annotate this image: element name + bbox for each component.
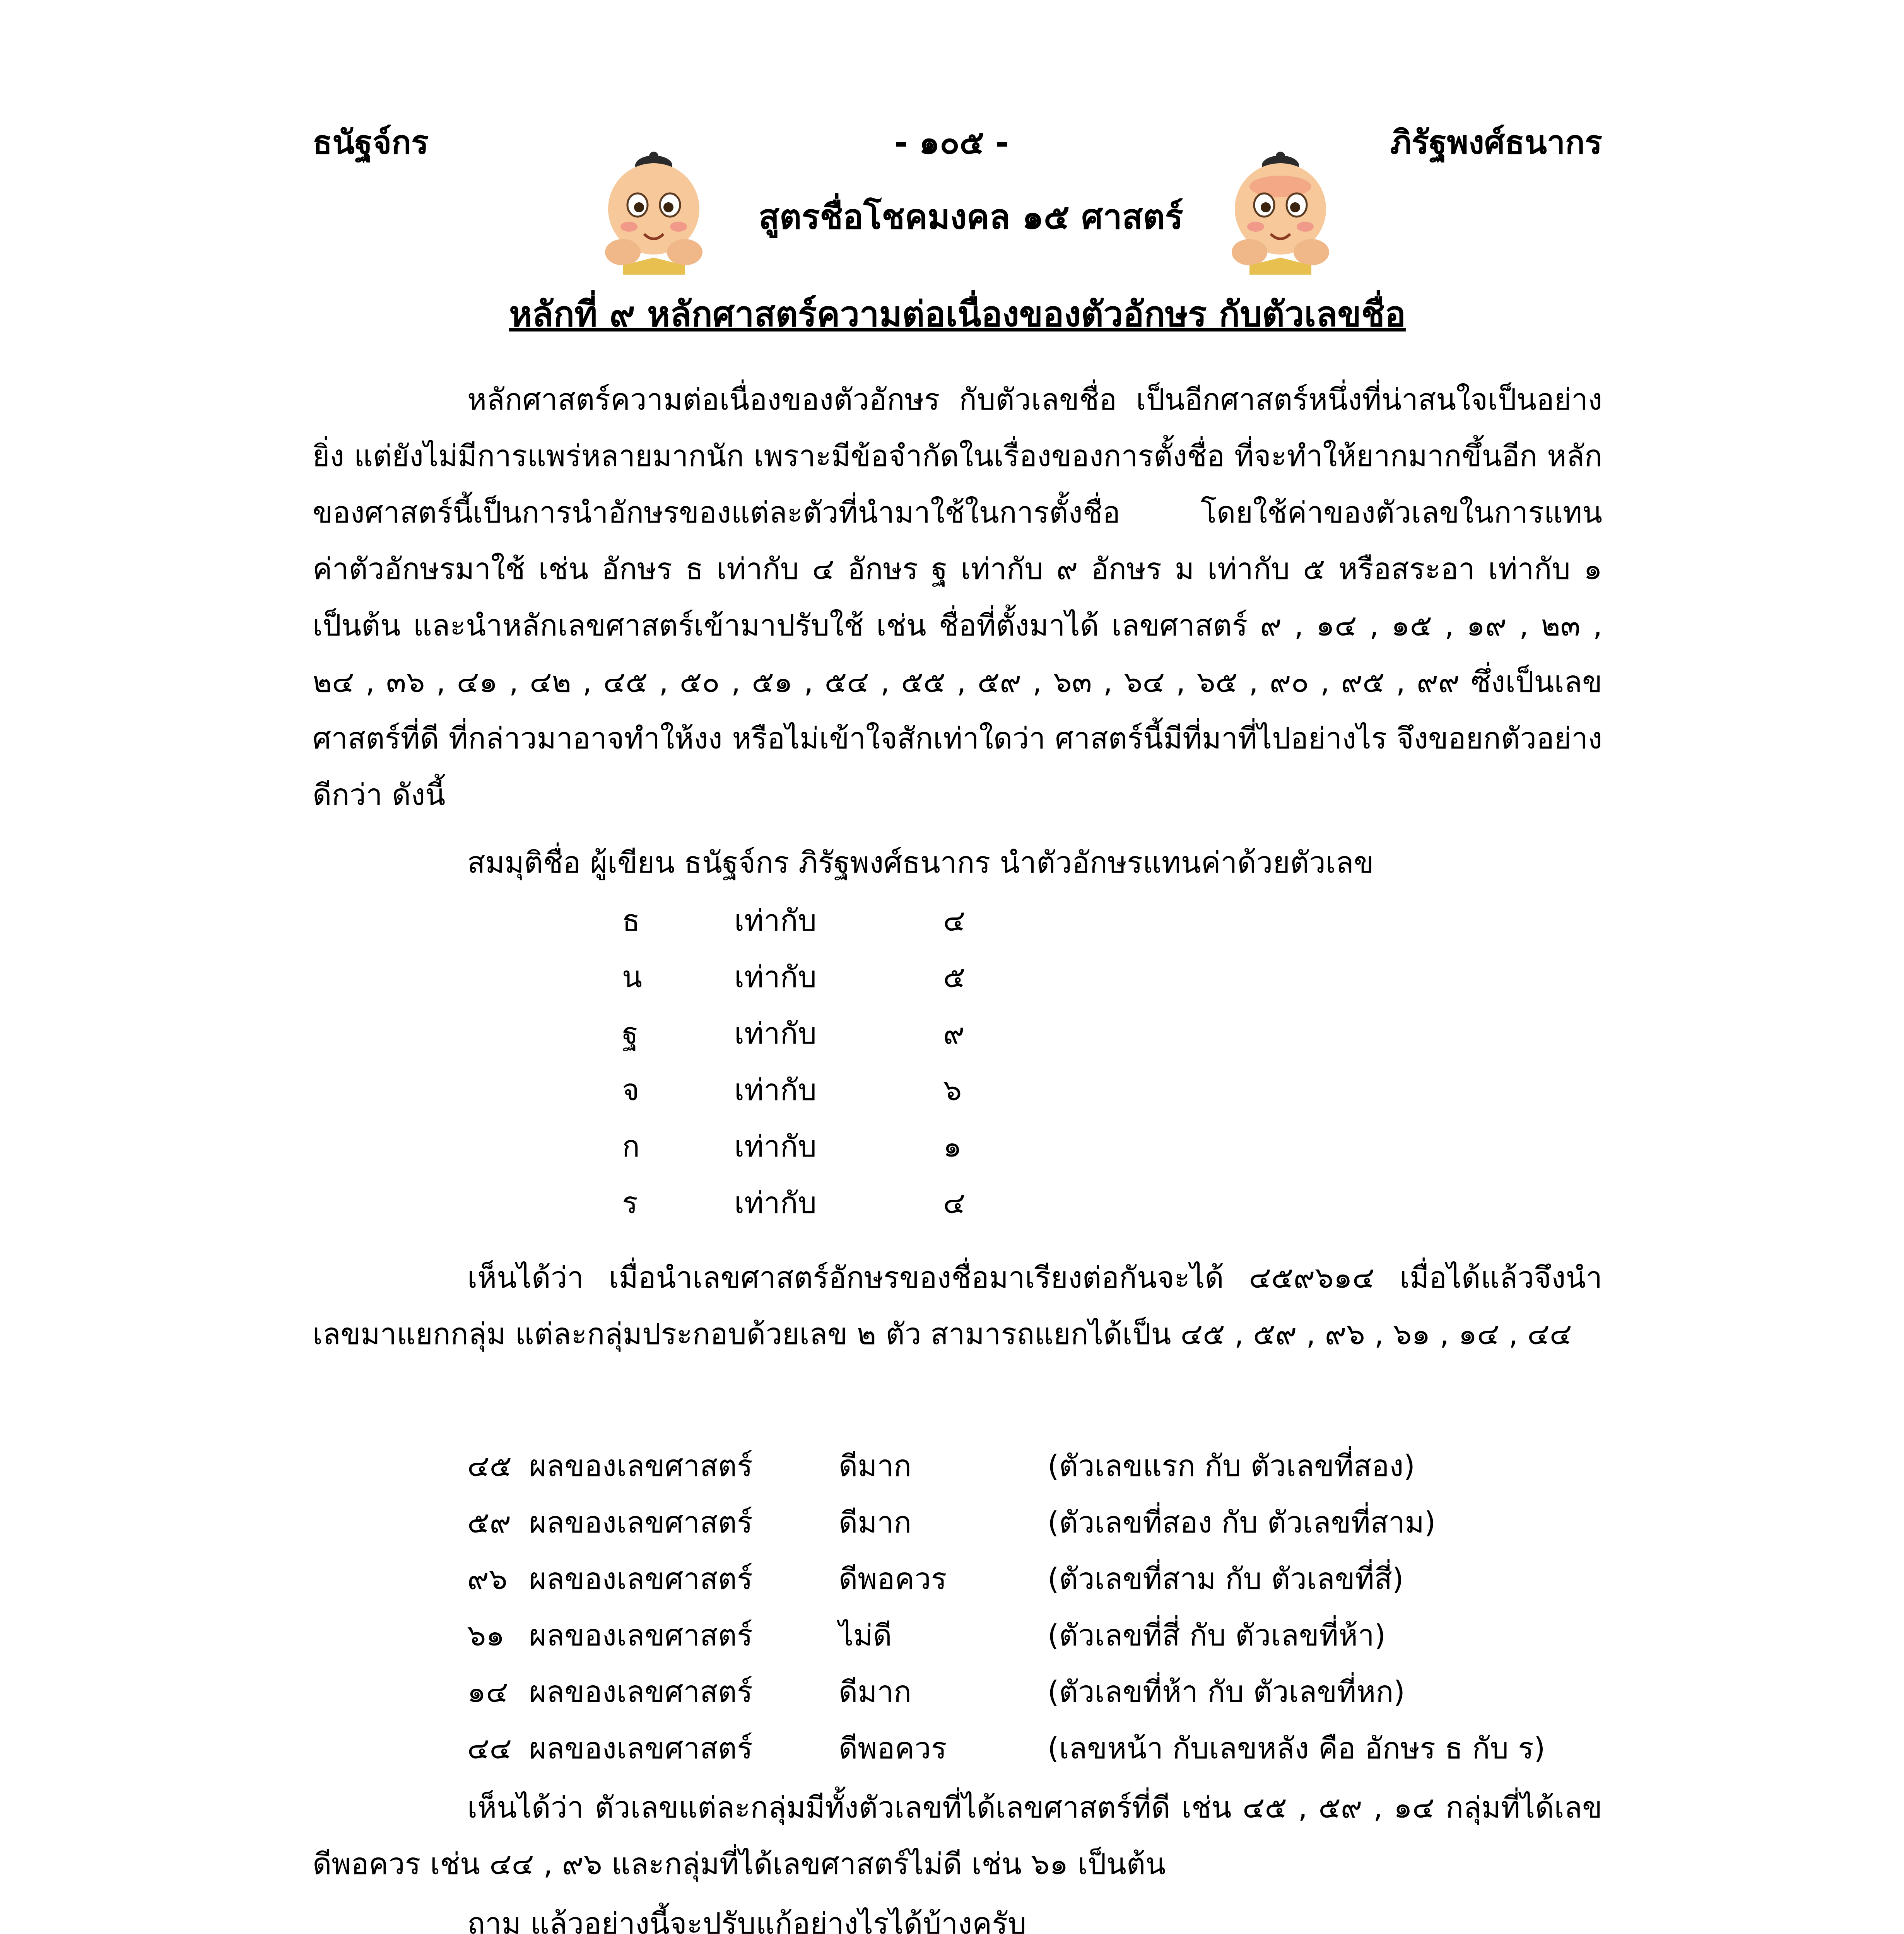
result-number: ๔๔ (467, 1731, 512, 1765)
result-grade: ดีมาก (839, 1449, 912, 1483)
result-number: ๔๕ (467, 1449, 512, 1483)
result-label: ผลของเลขศาสตร์ (529, 1618, 753, 1652)
mapping-letter: จ (622, 1073, 639, 1107)
summary-paragraph: เห็นได้ว่า ตัวเลขแต่ละกลุ่มมีทั้งตัวเลขที่ได้เลขศาสตร์ที่ดี เช่น ๔๕ , ๕๙ , ๑๔ กลุ่มที่ได้เลขดีพอควร เช่น ๔๔ , ๙๖ และกลุ่มที่ได้เลขศาสตร์ไม่ดี เช่น ๖๑ เป็นต้น (313, 1790, 1602, 1881)
result-number: ๙๖ (467, 1562, 508, 1596)
mapping-letter: น (622, 960, 642, 994)
child-mascot-right-icon (1222, 151, 1338, 275)
mapping-value: ๑ (943, 1129, 962, 1163)
book-title: สูตรชื่อโชคมงคล ๑๕ ศาสตร์ (759, 197, 1183, 237)
child-mascot-left-icon (596, 151, 712, 275)
mapping-value: ๙ (943, 1016, 965, 1051)
result-grade: ดีพอควร (839, 1731, 947, 1765)
result-note: (เลขหน้า กับเลขหลัง คือ อักษร ธ กับ ร) (1048, 1731, 1545, 1765)
result-note: (ตัวเลขที่สาม กับ ตัวเลขที่สี่) (1048, 1562, 1404, 1596)
intro-paragraph: หลักศาสตร์ความต่อเนื่องของตัวอักษร กับตัวเลขชื่อ เป็นอีกศาสตร์หนึ่งที่น่าสนใจเป็นอย่างยิ่ง แต่ยังไม่มีการแพร่หลายมากนัก เพราะมีข้อจำกัดในเรื่องของการตั้งชื่อ ที่จะทำให้ยากมากขึ้นอีก หลักของศาสตร์นี้เป็นการนำอักษรของแต่ละตัวที่นำมาใช้ในการตั้งชื่อ โดยใช้ค่าของตัวเลขในการแทนค่าตัวอักษรมาใช้ เช่น อักษร ธ เท่ากับ ๔ อักษร ฐ เท่ากับ ๙ อักษร ม เท่ากับ ๕ หรือสระอา เท่ากับ ๑ เป็นต้น และนำหลักเลขศาสตร์เข้ามาปรับใช้ เช่น ชื่อที่ตั้งมาได้ เลขศาสตร์ ๙ , ๑๔ , ๑๕ , ๑๙ , ๒๓ , ๒๔ , ๓๖ , ๔๑ , ๔๒ , ๔๕ , ๕๐ , ๕๑ , ๕๔ , ๕๕ , ๕๙ , ๖๓ , ๖๔ , ๖๕ , ๙๐ , ๙๕ , ๙๙ ซึ่งเป็นเลขศาสตร์ที่ดี ที่กล่าวมาอาจทำให้งง หรือไม่เข้าใจสักเท่าใดว่า ศาสตร์นี้มีที่มาที่ไปอย่างไร จึงขอยกตัวอย่างดีกว่า ดังนี้ (313, 382, 1602, 812)
result-note: (ตัวเลขที่สี่ กับ ตัวเลขที่ห้า) (1048, 1618, 1386, 1652)
mapping-equals: เท่ากับ (734, 1073, 817, 1107)
result-number: ๕๙ (467, 1505, 511, 1539)
result-note: (ตัวเลขที่สอง กับ ตัวเลขที่สาม) (1048, 1505, 1436, 1539)
result-number: ๑๔ (467, 1674, 508, 1709)
result-label: ผลของเลขศาสตร์ (529, 1562, 753, 1596)
header-author-name: ธนัฐจ์กร (313, 123, 429, 161)
mapping-value: ๔ (943, 1186, 966, 1220)
result-label: ผลของเลขศาสตร์ (529, 1731, 753, 1765)
mapping-header: สมมุติชื่อ ผู้เขียน ธนัฐจ์กร ภิรัฐพงศ์ธนากร นำตัวอักษรแทนค่าด้วยตัวเลข (467, 845, 1374, 880)
mapping-letter: ธ (622, 903, 640, 938)
mapping-equals: เท่ากับ (734, 1129, 817, 1163)
result-grade: ดีพอควร (839, 1562, 947, 1596)
result-grade: ดีมาก (839, 1674, 912, 1709)
result-label: ผลของเลขศาสตร์ (529, 1505, 753, 1539)
mapping-value: ๔ (943, 903, 966, 938)
page-number: - ๑๐๕ - (894, 123, 1009, 161)
result-number: ๖๑ (467, 1618, 505, 1652)
result-note: (ตัวเลขที่ห้า กับ ตัวเลขที่หก) (1048, 1674, 1405, 1709)
header-surname: ภิรัฐพงศ์ธนากร (1390, 123, 1602, 161)
mapping-equals: เท่ากับ (734, 903, 817, 938)
result-label: ผลของเลขศาสตร์ (529, 1674, 753, 1709)
mapping-letter: ร (622, 1186, 638, 1220)
mapping-equals: เท่ากับ (734, 960, 817, 994)
mapping-letter: ก (622, 1129, 640, 1163)
mapping-equals: เท่ากับ (734, 1016, 817, 1051)
grouping-paragraph: เห็นได้ว่า เมื่อนำเลขศาสตร์อักษรของชื่อมาเรียงต่อกันจะได้ ๔๕๙๖๑๔ เมื่อได้แล้วจึงนำเลขมาแยกกลุ่ม แต่ละกลุ่มประกอบด้วยเลข ๒ ตัว สามารถแยกได้เป็น ๔๕ , ๕๙ , ๙๖ , ๖๑ , ๑๔ , ๔๔ (313, 1260, 1602, 1351)
result-grade: ไม่ดี (839, 1618, 892, 1652)
mapping-value: ๖ (943, 1073, 962, 1107)
question-paragraph: ถาม แล้วอย่างนี้จะปรับแก้อย่างไรได้บ้างครับ (467, 1906, 1027, 1934)
result-grade: ดีมาก (839, 1505, 912, 1539)
mapping-equals: เท่ากับ (734, 1186, 817, 1220)
section-title: หลักที่ ๙ หลักศาสตร์ความต่อเนื่องของตัวอักษร กับตัวเลขชื่อ (509, 294, 1406, 335)
result-label: ผลของเลขศาสตร์ (529, 1449, 753, 1483)
result-note: (ตัวเลขแรก กับ ตัวเลขที่สอง) (1048, 1449, 1415, 1483)
mapping-value: ๕ (943, 960, 966, 994)
mapping-letter: ฐ (622, 1016, 638, 1051)
